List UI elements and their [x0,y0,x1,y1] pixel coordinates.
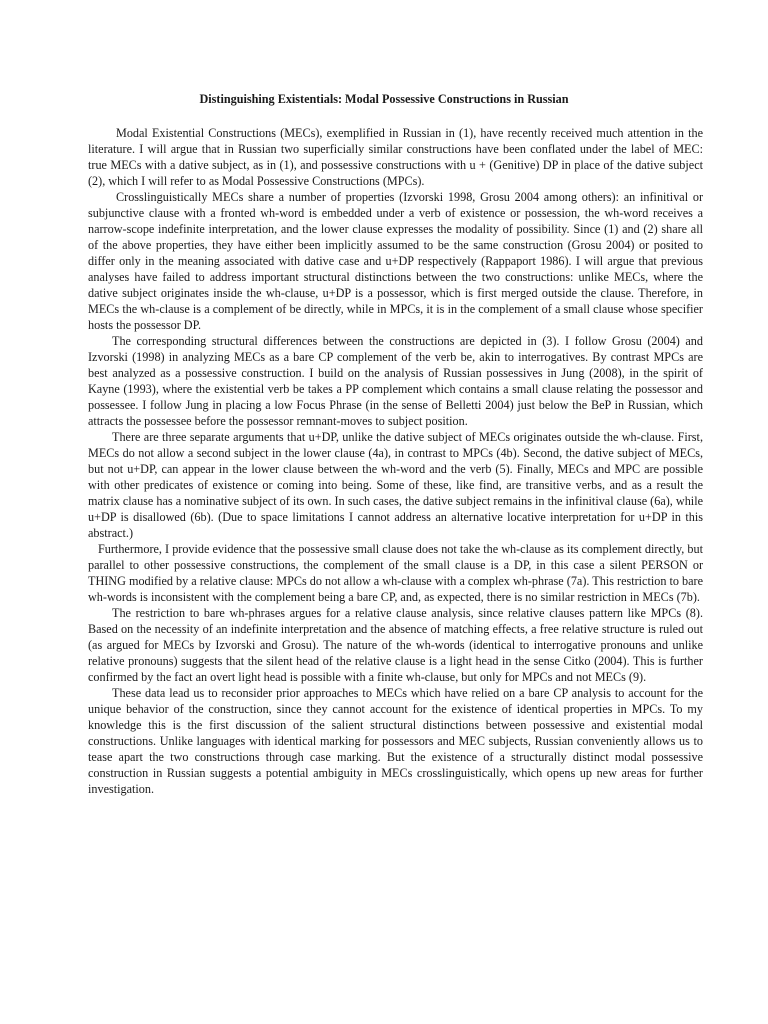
paragraph-5: Furthermore, I provide evidence that the possessive small clause does not take the wh-clause as its complement directly, but parallel to other possessive constructions, the complement of the small clause is a DP, in this case a silent PERSON or THING modified by a relative clause: MPCs do not allow a wh-clause with a complex wh-phrase (7a). This restriction to bare wh-words is inconsistent with the complement being a bare CP, and, as expected, there is no similar restriction in MECs (7b). [88,542,703,604]
paragraph-6: The restriction to bare wh-phrases argues for a relative clause analysis, since relative clauses pattern like MPCs (8). Based on the necessity of an indefinite interpretation and the absence of matching effects, a free relative structure is ruled out (as argued for MECs by Izvorski and Grosu). The nature of the wh-words (identical to interrogative pronouns and unlike relative pronouns) suggests that the silent head of the relative clause is a light head in the sense Citko (2004). This is further confirmed by the fact an overt light head is possible with a finite wh-clause, but only for MPCs and not MECs (9). [88,606,703,684]
paragraph-1: Modal Existential Constructions (MECs), exemplified in Russian in (1), have recently received much attention in the literature. I will argue that in Russian two superficially similar constructions have been conflated under the label of MEC: true MECs with a dative subject, as in (1), and possessive constructions with u + (Genitive) DP in place of the dative subject (2), which I will refer to as Modal Possessive Constructions (MPCs). [88,126,703,188]
document-title: Distinguishing Existentials: Modal Possessive Constructions in Russian [199,92,569,106]
paragraph-3: The corresponding structural differences between the constructions are depicted in (3). I follow Grosu (2004) and Izvorski (1998) in analyzing MECs as a bare CP complement of the verb be, akin to interrogatives. By contrast MPCs are best analyzed as a possessive construction. I build on the analysis of Russian possessives in Jung (2008), in the spirit of Kayne (1993), where the existential verb be takes a PP complement which contains a small clause relating the possessor and possessee. I follow Jung in placing a low Focus Phrase (in the sense of Belletti 2004) just below the BeP in Russian, which attracts the possessee before the possessor remnant-moves to subject position. [88,334,703,428]
paragraph-2: Crosslinguistically MECs share a number of properties (Izvorski 1998, Grosu 2004 among others): an infinitival or subjunctive clause with a fronted wh-word is embedded under a verb of existence or possession, the wh-word receives a narrow-scope indefinite interpretation, and the lower clause expresses the modality of possibility. Since (1) and (2) share all of the above properties, they have either been implicitly assumed to be the same construction (Grosu 2004) or posited to differ only in the meaning associated with dative case and u+DP respectively (Rappaport 1986). I will argue that previous analyses have failed to address important structural distinctions between the two constructions: unlike MECs, where the dative subject originates inside the wh-clause, u+DP is a possessor, which is first merged outside the clause. Therefore, in MECs the wh-clause is a complement of be directly, while in MPCs, it is in the complement of a small clause whose specifier hosts the possessor DP. [88,190,703,332]
paragraph-7: These data lead us to reconsider prior approaches to MECs which have relied on a bare CP analysis to account for the unique behavior of the construction, since they cannot account for the existence of identical properties in MPCs. To my knowledge this is the first discussion of the salient structural distinctions between possessive and existential modal constructions. Unlike languages with identical marking for possessors and MEC subjects, Russian conveniently allows us to tease apart the two constructions through case marking. But the existence of a structurally distinct modal possessive construction in Russian suggests a potential ambiguity in MECs crosslinguistically, which opens up new areas for further investigation. [88,686,703,796]
document-body [88,125,703,797]
paragraph-4: There are three separate arguments that u+DP, unlike the dative subject of MECs originates outside the wh-clause. First, MECs do not allow a second subject in the lower clause (4a), in contrast to MPCs (4b). Second, the dative subject of MECs, but not u+DP, can appear in the lower clause between the wh-word and the verb (5). Finally, MECs and MPC are possible with other predicates of existence or coming into being. Some of these, like find, are transitive verbs, and as a result the matrix clause has a nominative subject of its own. In such cases, the dative subject remains in the infinitival clause (6a), while u+DP is disallowed (6b). (Due to space limitations I cannot address an alternative locative interpretation for u+DP in this abstract.) [88,430,703,540]
